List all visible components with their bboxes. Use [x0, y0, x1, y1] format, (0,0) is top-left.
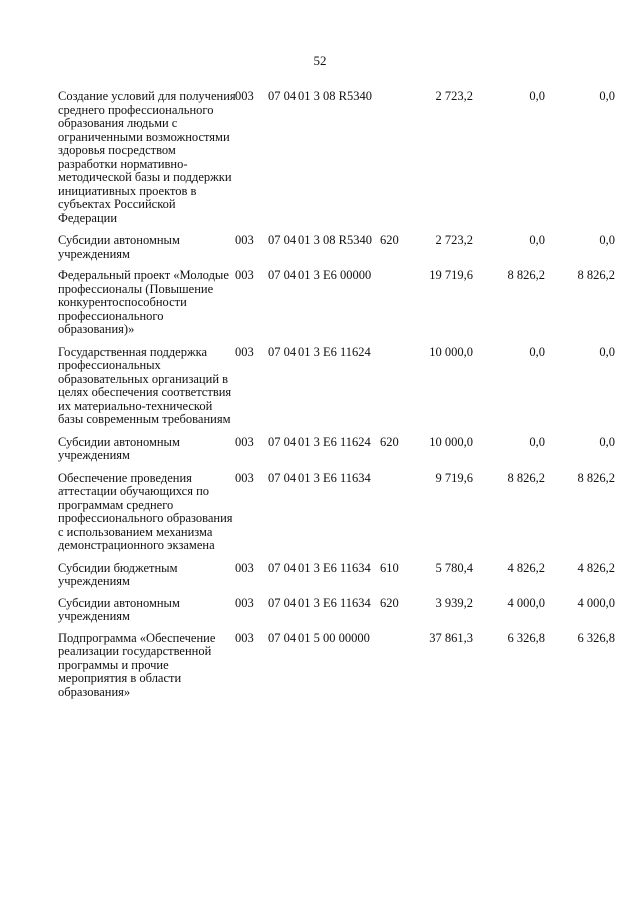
amount-3: 8 826,2	[577, 470, 615, 485]
amount-2: 8 826,2	[507, 470, 545, 485]
amount-3: 4 826,2	[577, 560, 615, 575]
target-article: 01 3 E6 11634	[298, 470, 371, 485]
page-number: 52	[313, 53, 327, 68]
ministry-code: 003	[235, 434, 254, 449]
target-article: 01 5 00 00000	[298, 630, 370, 645]
amount-1: 3 939,2	[435, 595, 473, 610]
amount-1: 2 723,2	[435, 233, 473, 247]
table-row	[58, 346, 633, 427]
section-code: 07 04	[268, 344, 297, 359]
table-row	[58, 90, 633, 225]
section-code: 07 04	[268, 560, 297, 575]
amount-3: 4 000,0	[577, 595, 615, 610]
budget-table	[58, 90, 633, 699]
row-name: Создание условий для получения среднего профессионального образования людьми с ограниченными возможностями здоровья посредством разработки нормативно-методической базы и поддержки инициативных проектов в субъектах Российской Федерации	[58, 89, 236, 225]
amount-2: 4 000,0	[507, 595, 545, 610]
amount-2: 6 326,8	[507, 630, 545, 645]
table-row	[58, 632, 633, 700]
table-row	[58, 269, 633, 337]
row-name: Обеспечение проведения аттестации обучающихся по программам среднего профессионального образования с использованием механизма демонстрационного экзамена	[58, 470, 233, 552]
expense-type: 620	[380, 233, 399, 247]
ministry-code: 003	[235, 595, 254, 610]
amount-1: 10 000,0	[429, 434, 473, 449]
ministry-code: 003	[235, 344, 254, 359]
section-code: 07 04	[268, 595, 297, 610]
amount-2: 4 826,2	[507, 560, 545, 575]
expense-type: 620	[380, 434, 399, 449]
table-row	[58, 562, 633, 589]
section-code: 07 04	[268, 268, 297, 282]
target-article: 01 3 E6 11634	[298, 560, 371, 575]
table-row	[58, 597, 633, 624]
amount-1: 37 861,3	[429, 630, 473, 645]
target-article: 01 3 E6 11634	[298, 595, 371, 610]
ministry-code: 003	[235, 268, 254, 282]
ministry-code: 003	[235, 560, 254, 575]
target-article: 01 3 08 R5340	[298, 89, 372, 103]
section-code: 07 04	[268, 89, 297, 103]
amount-1: 10 000,0	[429, 344, 473, 359]
section-code: 07 04	[268, 434, 297, 449]
table-row	[58, 436, 633, 463]
amount-3: 0,0	[599, 89, 615, 103]
table-row	[58, 472, 633, 553]
target-article: 01 3 E6 11624	[298, 434, 371, 449]
amount-2: 0,0	[529, 434, 545, 449]
amount-2: 0,0	[529, 344, 545, 359]
target-article: 01 3 E6 11624	[298, 344, 371, 359]
amount-2: 0,0	[529, 89, 545, 103]
amount-1: 9 719,6	[435, 470, 473, 485]
row-name: Субсидии автономным учреждениям	[58, 595, 180, 623]
amount-1: 5 780,4	[435, 560, 473, 575]
target-article: 01 3 E6 00000	[298, 268, 372, 282]
amount-3: 0,0	[599, 344, 615, 359]
amount-3: 0,0	[599, 434, 615, 449]
ministry-code: 003	[235, 233, 254, 247]
amount-3: 0,0	[599, 233, 615, 247]
row-name: Субсидии автономным учреждениям	[58, 233, 180, 261]
table-row	[58, 234, 633, 261]
target-article: 01 3 08 R5340	[298, 233, 372, 247]
amount-3: 6 326,8	[577, 630, 615, 645]
row-name: Субсидии автономным учреждениям	[58, 434, 180, 462]
row-name: Субсидии бюджетным учреждениям	[58, 560, 178, 588]
row-name: Государственная поддержка профессиональных образовательных организаций в целях обеспечения соответствия их материально-технической базы современным требованиям	[58, 344, 232, 426]
expense-type: 620	[380, 595, 399, 610]
ministry-code: 003	[235, 470, 254, 485]
amount-3: 8 826,2	[577, 268, 615, 282]
section-code: 07 04	[268, 470, 297, 485]
amount-2: 8 826,2	[507, 268, 545, 282]
section-code: 07 04	[268, 630, 297, 645]
amount-1: 2 723,2	[435, 89, 473, 103]
row-name: Подпрограмма «Обеспечение реализации государственной программы и прочие мероприятия в области образования»	[58, 630, 216, 699]
expense-type: 610	[380, 560, 399, 575]
row-name: Федеральный проект «Молодые профессионалы (Повышение конкурентоспособности профессионального образования)»	[58, 268, 229, 336]
amount-1: 19 719,6	[429, 268, 473, 282]
section-code: 07 04	[268, 233, 297, 247]
ministry-code: 003	[235, 89, 254, 103]
amount-2: 0,0	[529, 233, 545, 247]
ministry-code: 003	[235, 630, 254, 645]
